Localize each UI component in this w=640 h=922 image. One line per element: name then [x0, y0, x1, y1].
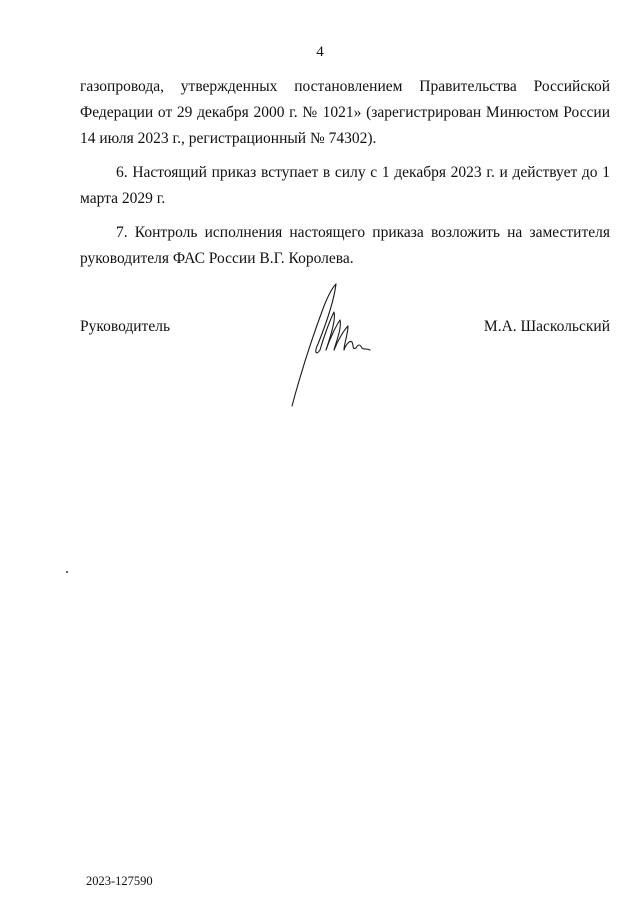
paragraph-continuation: газопровода, утвержденных постановлением Правительства Российской Федерации от 29 декабря 2000 г. № 1021» (зарегистрирован Минюстом России 14 июля 2023 г., регистрационный № 74302). — [80, 78, 610, 147]
scan-speck — [66, 571, 68, 573]
document-id: 2023-127590 — [86, 874, 153, 888]
document-body — [80, 74, 610, 280]
signatory-name: М.А. Шаскольский — [483, 318, 610, 335]
page-number: 4 — [316, 44, 324, 60]
handwritten-signature — [286, 276, 376, 410]
signatory-position: Руководитель — [80, 318, 171, 335]
paragraph-item-7: 7. Контроль исполнения настоящего приказа возложить на заместителя руководителя ФАС России В.Г. Королева. — [80, 224, 610, 267]
paragraph-item-6: 6. Настоящий приказ вступает в силу с 1 декабря 2023 г. и действует до 1 марта 2029 г. — [80, 164, 610, 207]
